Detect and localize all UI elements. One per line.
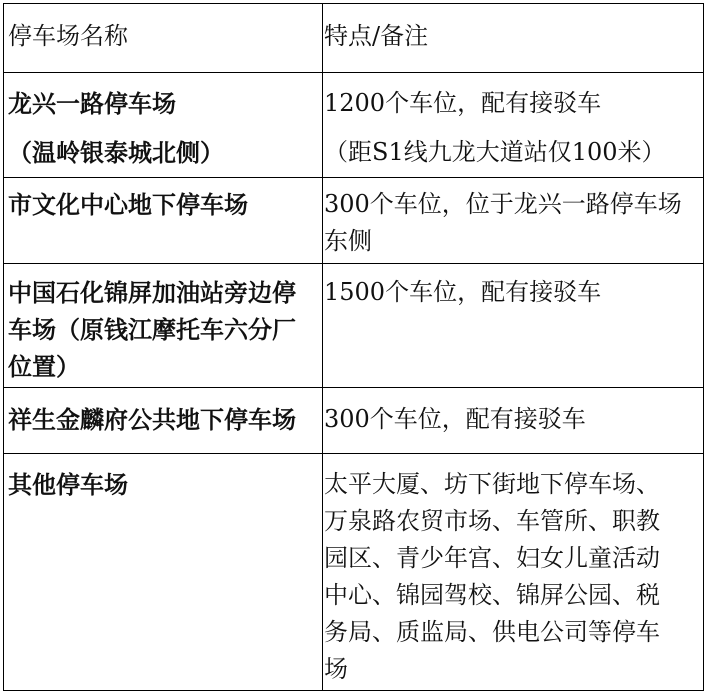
header-note-text: 特点/备注 bbox=[324, 22, 429, 50]
parking-name-cell bbox=[8, 454, 320, 691]
header-name bbox=[8, 4, 320, 72]
parking-name-line: 龙兴一路停车场 bbox=[8, 89, 176, 118]
table-header-row bbox=[4, 4, 703, 73]
parking-note-line: 中心、锦园驾校、锦屏公园、税 bbox=[324, 581, 660, 609]
table-row bbox=[4, 178, 703, 264]
parking-note-line: 场 bbox=[324, 655, 348, 683]
parking-name-cell bbox=[8, 388, 320, 453]
table-row bbox=[4, 388, 703, 454]
parking-note-cell bbox=[324, 264, 702, 387]
parking-note-line: （距S1线九龙大道站仅100米） bbox=[324, 138, 666, 166]
parking-name-line: 祥生金麟府公共地下停车场 bbox=[8, 405, 296, 434]
parking-name-line: 其他停车场 bbox=[8, 470, 128, 499]
table-row bbox=[4, 454, 703, 691]
header-note bbox=[324, 4, 702, 72]
parking-note-line: 万泉路农贸市场、车管所、职教 bbox=[324, 507, 660, 535]
parking-note-cell bbox=[324, 454, 702, 691]
parking-note-line: 园区、青少年宫、妇女儿童活动 bbox=[324, 544, 660, 572]
parking-note-cell bbox=[324, 388, 702, 453]
parking-note-line: 1500个车位，配有接驳车 bbox=[324, 278, 602, 306]
parking-name-cell bbox=[8, 264, 320, 387]
parking-name-line: 位置） bbox=[8, 352, 80, 381]
parking-name-line: 中国石化锦屏加油站旁边停 bbox=[8, 278, 296, 307]
parking-note-line: 太平大厦、坊下街地下停车场、 bbox=[324, 470, 660, 498]
table-row bbox=[4, 73, 703, 178]
parking-name-cell bbox=[8, 178, 320, 263]
parking-note-line: 东侧 bbox=[324, 227, 372, 255]
parking-note-line: 1200个车位，配有接驳车 bbox=[324, 89, 602, 117]
parking-note-cell bbox=[324, 178, 702, 263]
header-name-text: 停车场名称 bbox=[8, 22, 128, 50]
parking-note-line: 务局、质监局、供电公司等停车 bbox=[324, 618, 660, 646]
parking-table bbox=[3, 3, 704, 691]
parking-name-line: 车场（原钱江摩托车六分厂 bbox=[8, 315, 296, 344]
parking-note-line: 300个车位，位于龙兴一路停车场 bbox=[324, 190, 682, 218]
table-row bbox=[4, 264, 703, 388]
parking-note-cell bbox=[324, 73, 702, 177]
parking-note-line: 300个车位，配有接驳车 bbox=[324, 405, 586, 433]
parking-name-cell bbox=[8, 73, 320, 177]
parking-name-line: （温岭银泰城北侧） bbox=[8, 138, 224, 167]
parking-name-line: 市文化中心地下停车场 bbox=[8, 190, 248, 219]
